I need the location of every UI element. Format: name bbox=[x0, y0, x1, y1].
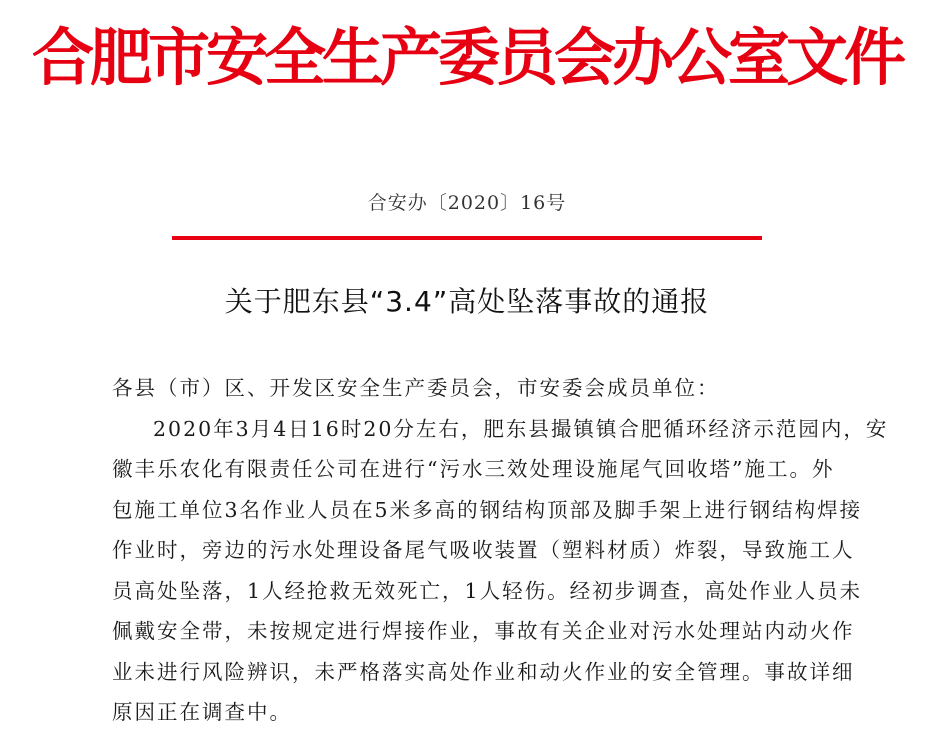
paragraph-line: 2020年3月4日16时20分左右，肥东县撮镇镇合肥循环经济示范园内，安 bbox=[153, 416, 889, 441]
paragraph-line: 徽丰乐农化有限责任公司在进行“污水三效处理设施尾气回收塔”施工。外 bbox=[112, 457, 835, 481]
paragraph-line: 业未进行风险辨识，未严格落实高处作业和动火作业的安全管理。事故详细 bbox=[112, 659, 855, 684]
salutation: 各县（市）区、开发区安全生产委员会，市安委会成员单位： bbox=[112, 376, 720, 400]
notice-title: 关于肥东县“3.4”高处坠落事故的通报 bbox=[224, 285, 710, 318]
document-number: 合安办〔2020〕16号 bbox=[367, 192, 567, 214]
paragraph-line: 原因正在调查中。 bbox=[112, 700, 292, 724]
agency-header-title: 合肥市安全生产委员会办公室文件 bbox=[31, 21, 902, 94]
paragraph-line: 员高处坠落，1人经抢救无效死亡，1人轻伤。经初步调查，高处作业人员未 bbox=[112, 578, 863, 603]
paragraph-line: 佩戴安全带，未按规定进行焊接作业，事故有关企业对污水处理站内动火作 bbox=[112, 619, 855, 643]
body-text bbox=[112, 368, 889, 733]
paragraph-line: 包施工单位3名作业人员在5米多高的钢结构顶部及脚手架上进行钢结构焊接 bbox=[112, 497, 863, 522]
red-divider bbox=[172, 236, 762, 240]
paragraph-line: 作业时，旁边的污水处理设备尾气吸收装置（塑料材质）炸裂，导致施工人 bbox=[112, 538, 855, 562]
